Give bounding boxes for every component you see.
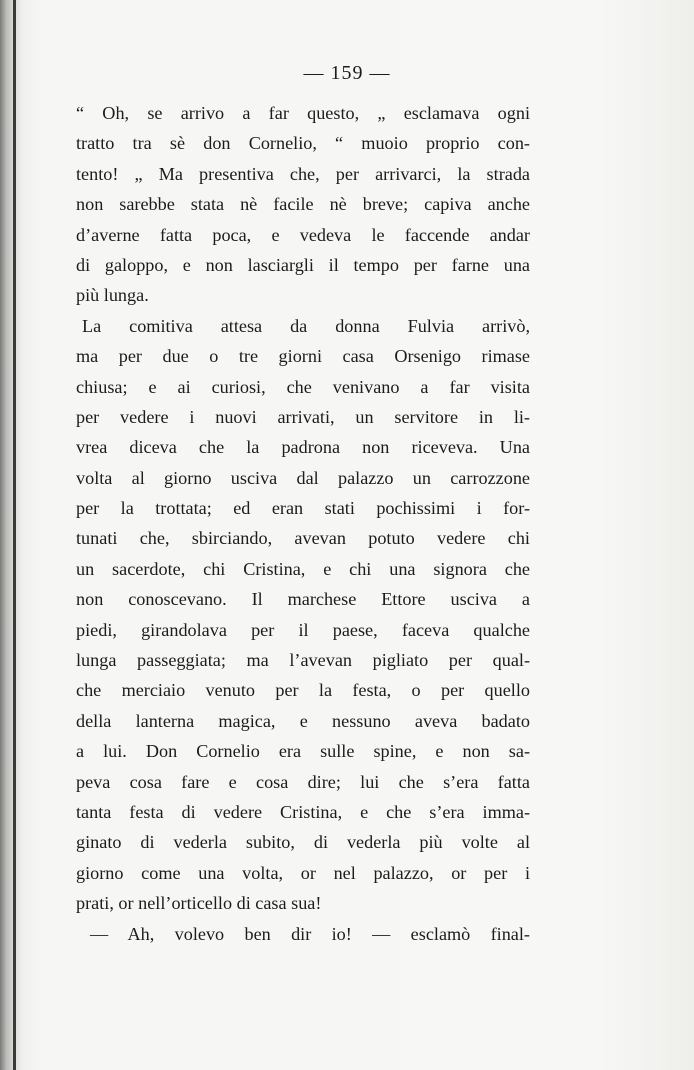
text-line: ma per due o tre giorni casa Orsenigo rimase [76, 346, 530, 367]
text-line: un sacerdote, chi Cristina, e chi una signora che [76, 558, 530, 579]
page-gutter-shadow [0, 0, 22, 1070]
text-line: prati, or nell’orticello di casa sua! [76, 893, 322, 914]
text-line: non conoscevano. Il marchese Ettore usciva a [76, 589, 530, 610]
text-line: “ Oh, se arrivo a far questo, „ esclamava ogni [76, 103, 530, 123]
text-line: tanta festa di vedere Cristina, e che s’era imma- [76, 801, 530, 822]
text-line: ginato di vederla subito, di vederla più volte al [76, 832, 530, 853]
body-text [76, 98, 530, 949]
text-line: tratto tra sè don Cornelio, “ muoio proprio con- [76, 133, 530, 154]
text-line: a lui. Don Cornelio era sulle spine, e non sa- [76, 741, 530, 762]
text-line: per vedere i nuovi arrivati, un servitore in li- [76, 406, 530, 427]
text-line: chiusa; e ai curiosi, che venivano a far visita [76, 376, 530, 397]
text-line: della lanterna magica, e nessuno aveva badato [76, 710, 530, 731]
text-line: che merciaio venuto per la festa, o per quello [76, 680, 530, 701]
text-line: volta al giorno usciva dal palazzo un carrozzone [76, 467, 530, 488]
text-line: tunati che, sbirciando, avevan potuto vedere chi [76, 528, 530, 549]
text-line: lunga passeggiata; ma l’avevan pigliato per qual- [76, 650, 530, 671]
text-line: di galoppo, e non lasciargli il tempo per farne una [76, 254, 530, 275]
text-line: — Ah, volevo ben dir io! — esclamò final- [90, 923, 530, 944]
text-line: peva cosa fare e cosa dire; lui che s’era fatta [76, 771, 530, 792]
text-line: giorno come una volta, or nel palazzo, or per i [76, 862, 530, 883]
binding-edge [13, 0, 16, 1070]
text-line: non sarebbe stata nè facile nè breve; capiva anche [76, 194, 530, 215]
text-line: d’averne fatta poca, e vedeva le faccende andar [76, 224, 530, 245]
text-line: piedi, girandolava per il paese, faceva qualche [76, 619, 530, 640]
page-number: — 159 — [303, 62, 391, 84]
text-line: più lunga. [76, 285, 149, 306]
text-line: per la trottata; ed eran stati pochissimi i for- [76, 498, 530, 519]
text-line: vrea diceva che la padrona non riceveva. Una [76, 437, 530, 458]
text-line: tento! „ Ma presentiva che, per arrivarci, la strada [76, 163, 530, 184]
text-line: La comitiva attesa da donna Fulvia arrivò, [82, 315, 530, 336]
